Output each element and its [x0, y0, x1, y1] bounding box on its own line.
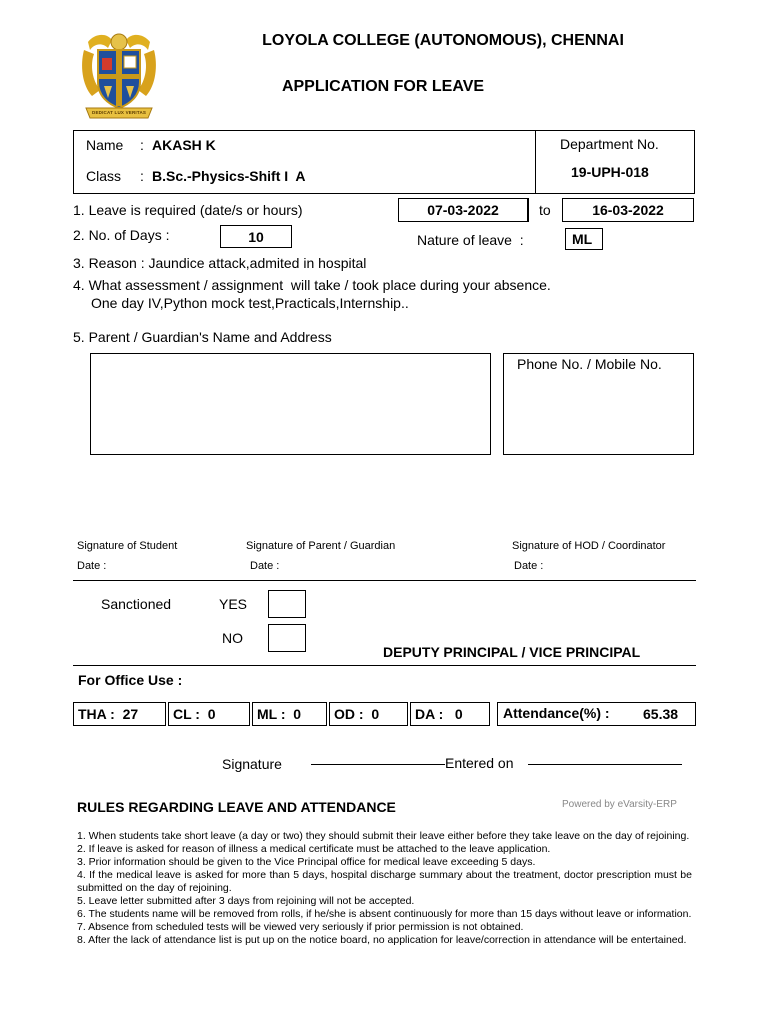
- days-value: 10: [220, 225, 292, 248]
- rules-title: RULES REGARDING LEAVE AND ATTENDANCE: [77, 799, 396, 815]
- office-signature-line: [311, 764, 445, 765]
- rule-item: 5. Leave letter submitted after 3 days from rejoining will not be accepted.: [77, 895, 415, 907]
- rule-item: 7. Absence from scheduled tests will be viewed very seriously if prior permission is not obtained.: [77, 921, 524, 933]
- rule-item: 3. Prior information should be given to the Vice Principal office for medical leave exceeding 5 days.: [77, 856, 536, 868]
- college-logo: [78, 30, 160, 122]
- cl-box: CL : 0: [168, 702, 250, 726]
- guardian-address-box: [90, 353, 491, 455]
- signature-divider: [73, 580, 696, 581]
- leave-date-question: 1. Leave is required (date/s or hours): [73, 202, 303, 218]
- student-name: AKASH K: [152, 137, 216, 153]
- office-use-label: For Office Use :: [78, 672, 183, 688]
- hod-signature-label: Signature of HOD / Coordinator: [512, 540, 666, 552]
- leave-to-date: 16-03-2022: [562, 198, 694, 222]
- college-name: LOYOLA COLLEGE (AUTONOMOUS), CHENNAI: [262, 32, 624, 49]
- leave-from-date: 07-03-2022: [398, 198, 529, 222]
- hod-date-label: Date :: [514, 560, 544, 572]
- reason-line: 3. Reason : Jaundice attack,admited in hospital: [73, 255, 367, 271]
- tha-box: THA : 27: [73, 702, 166, 726]
- class-colon: :: [140, 168, 144, 184]
- rule-item: 4. If the medical leave is asked for more than 5 days, hospital discharge summary about the treatment, doctor prescription must be submitted on the day of rejoining.: [77, 869, 692, 894]
- no-checkbox[interactable]: [268, 624, 306, 652]
- assessment-question: 4. What assessment / assignment will take / took place during your absence.: [73, 277, 551, 293]
- days-question: 2. No. of Days :: [73, 227, 170, 243]
- powered-by: Powered by eVarsity-ERP: [562, 799, 677, 810]
- nature-value: ML: [565, 228, 603, 250]
- parent-signature-label: Signature of Parent / Guardian: [246, 540, 396, 552]
- rule-item: 6. The students name will be removed from rolls, if he/she is absent continuously for more than 15 days without leave or information.: [77, 908, 692, 920]
- logo-motto: DEDICAT LUX VERITAS: [92, 110, 147, 115]
- sanction-divider: [73, 665, 696, 666]
- ml-box: ML : 0: [252, 702, 327, 726]
- yes-checkbox[interactable]: [268, 590, 306, 618]
- form-title: APPLICATION FOR LEAVE: [281, 78, 485, 95]
- info-divider: [535, 130, 536, 194]
- student-class: B.Sc.-Physics-Shift I A: [152, 168, 306, 184]
- office-signature-label: Signature: [222, 756, 282, 772]
- phone-label: Phone No. / Mobile No.: [517, 356, 662, 372]
- name-label: Name: [86, 137, 124, 153]
- parent-date-label: Date :: [250, 560, 280, 572]
- yes-label: YES: [219, 596, 248, 612]
- authority-label: DEPUTY PRINCIPAL / VICE PRINCIPAL: [383, 644, 641, 660]
- attendance-label: Attendance(%) :: [503, 705, 610, 721]
- od-box: OD : 0: [329, 702, 408, 726]
- department-label: Department No.: [560, 136, 659, 152]
- entered-on-line: [528, 764, 682, 765]
- nature-label: Nature of leave :: [417, 232, 524, 248]
- attendance-value: 65.38: [643, 706, 679, 722]
- class-label: Class: [86, 168, 122, 184]
- student-date-label: Date :: [77, 560, 107, 572]
- rule-item: 2. If leave is asked for reason of illness a medical certificate must be attached to the leave application.: [77, 843, 551, 855]
- department-no: 19-UPH-018: [571, 164, 649, 180]
- rule-item: 1. When students take short leave (a day or two) they should submit their leave either before they take leave on the day of rejoining.: [77, 830, 690, 842]
- no-label: NO: [222, 630, 243, 646]
- sanctioned-label: Sanctioned: [101, 596, 172, 612]
- entered-on-label: Entered on: [445, 755, 514, 771]
- name-colon: :: [140, 137, 144, 153]
- rules-list: [77, 830, 692, 947]
- assessment-answer: One day IV,Python mock test,Practicals,Internship..: [91, 295, 409, 311]
- student-signature-label: Signature of Student: [77, 540, 178, 552]
- da-box: DA : 0: [410, 702, 490, 726]
- to-label: to: [539, 202, 551, 218]
- guardian-question: 5. Parent / Guardian's Name and Address: [73, 329, 332, 345]
- rule-item: 8. After the lack of attendance list is put up on the notice board, no application for leave/correction in attendance will be entertained.: [77, 934, 687, 946]
